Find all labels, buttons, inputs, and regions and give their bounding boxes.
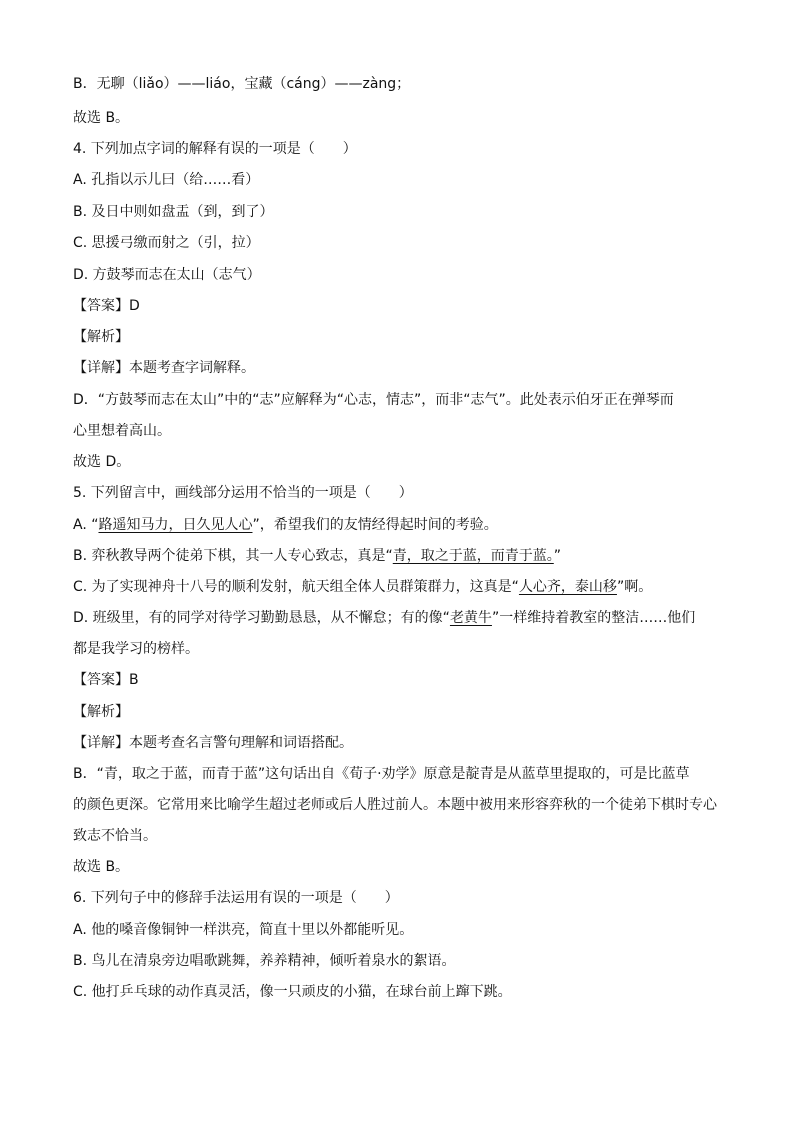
answer-tag: 【答案】	[73, 298, 129, 314]
underlined-phrase: 路遥知马力，日久见人心	[98, 517, 253, 533]
answer-line	[73, 670, 723, 690]
question-5-stem: 5. 下列留言中，画线部分运用不恰当的一项是（ ）	[73, 485, 413, 501]
analysis-line	[73, 702, 723, 722]
text-line: 心里想着高山。	[73, 423, 171, 439]
text-line: D．“方鼓琴而志在太山”中的“志”应解释为“心志，情志”，而非“志气”。此处表示伯牙正在弹琴而	[73, 392, 674, 408]
answer-tag: 【答案】	[73, 672, 129, 688]
option-text: B. 弈秋教导两个徒弟下棋，其一人专心致志，真是“	[73, 548, 393, 564]
question-4-stem: 4. 下列加点字词的解释有误的一项是（ ）	[73, 141, 357, 157]
text-line: 故选 D。	[73, 454, 131, 470]
option-text: C. 为了实现神舟十八号的顺利发射，航天组全体人员群策群力，这真是“	[73, 579, 519, 595]
detail-tag: 【详解】	[73, 360, 129, 376]
answer-line	[73, 296, 723, 316]
text-line: B．“青，取之于蓝，而青于蓝”这句话出自《荀子·劝学》原意是靛青是从蓝草里提取的，可是比蓝草	[73, 766, 690, 782]
option-b: B. 鸟儿在清泉旁边唱歌跳舞，养养精神，倾听着泉水的絮语。	[73, 953, 456, 969]
option-b: B. 及日中则如盘盂（到，到了）	[73, 204, 274, 220]
option-c: C. 思援弓缴而射之（引，拉）	[73, 235, 260, 251]
answer-value: B	[129, 672, 139, 688]
text-line: 故选 B。	[73, 110, 130, 126]
detail-tag: 【详解】	[73, 735, 129, 751]
underlined-phrase: 老黄牛	[449, 610, 492, 626]
option-c	[73, 577, 723, 597]
analysis-line	[73, 327, 723, 347]
analysis-tag: 【解析】	[73, 704, 129, 720]
option-b	[73, 546, 723, 566]
text-line: 故选 B。	[73, 859, 130, 875]
text-line: B．无聊（liǎo）——liáo，宝藏（cáng）——zàng；	[73, 76, 411, 92]
detail-text: 本题考查字词解释。	[129, 360, 255, 376]
option-d	[73, 608, 723, 628]
detail-text: 本题考查名言警句理解和词语搭配。	[129, 735, 353, 751]
text-line: 致志不恰当。	[73, 828, 157, 844]
underlined-phrase: 青，取之于蓝，而青于蓝。	[392, 548, 554, 564]
option-text: ”一样维持着教室的整洁……他们	[491, 610, 696, 626]
text-line: 都是我学习的榜样。	[73, 641, 199, 657]
text-line: 的颜色更深。它常用来比喻学生超过老师或后人胜过前人。本题中被用来形容弈秋的一个徒弟下棋时专心	[73, 797, 717, 813]
option-a: A. 他的嗓音像铜钟一样洪亮，简直十里以外都能听见。	[73, 922, 414, 938]
option-c: C. 他打乒乓球的动作真灵活，像一只顽皮的小猫，在球台前上蹿下跳。	[73, 984, 512, 1000]
option-text: A. “	[73, 517, 99, 533]
option-d: D. 方鼓琴而志在太山（志气）	[73, 267, 261, 283]
underlined-phrase: 人心齐，泰山移	[518, 579, 617, 595]
option-text: ”啊。	[616, 579, 653, 595]
option-text: ”，希望我们的友情经得起时间的考验。	[252, 517, 498, 533]
option-text: ”	[553, 548, 562, 564]
detail-line	[73, 733, 723, 753]
analysis-tag: 【解析】	[73, 329, 129, 345]
detail-line	[73, 358, 723, 378]
answer-value: D	[129, 298, 140, 314]
option-text: D. 班级里，有的同学对待学习勤勤恳恳，从不懈怠；有的像“	[73, 610, 450, 626]
option-a	[73, 515, 723, 535]
question-6-stem: 6. 下列句子中的修辞手法运用有误的一项是（ ）	[73, 890, 399, 906]
option-a: A. 孔指以示儿曰（给……看）	[73, 172, 260, 188]
